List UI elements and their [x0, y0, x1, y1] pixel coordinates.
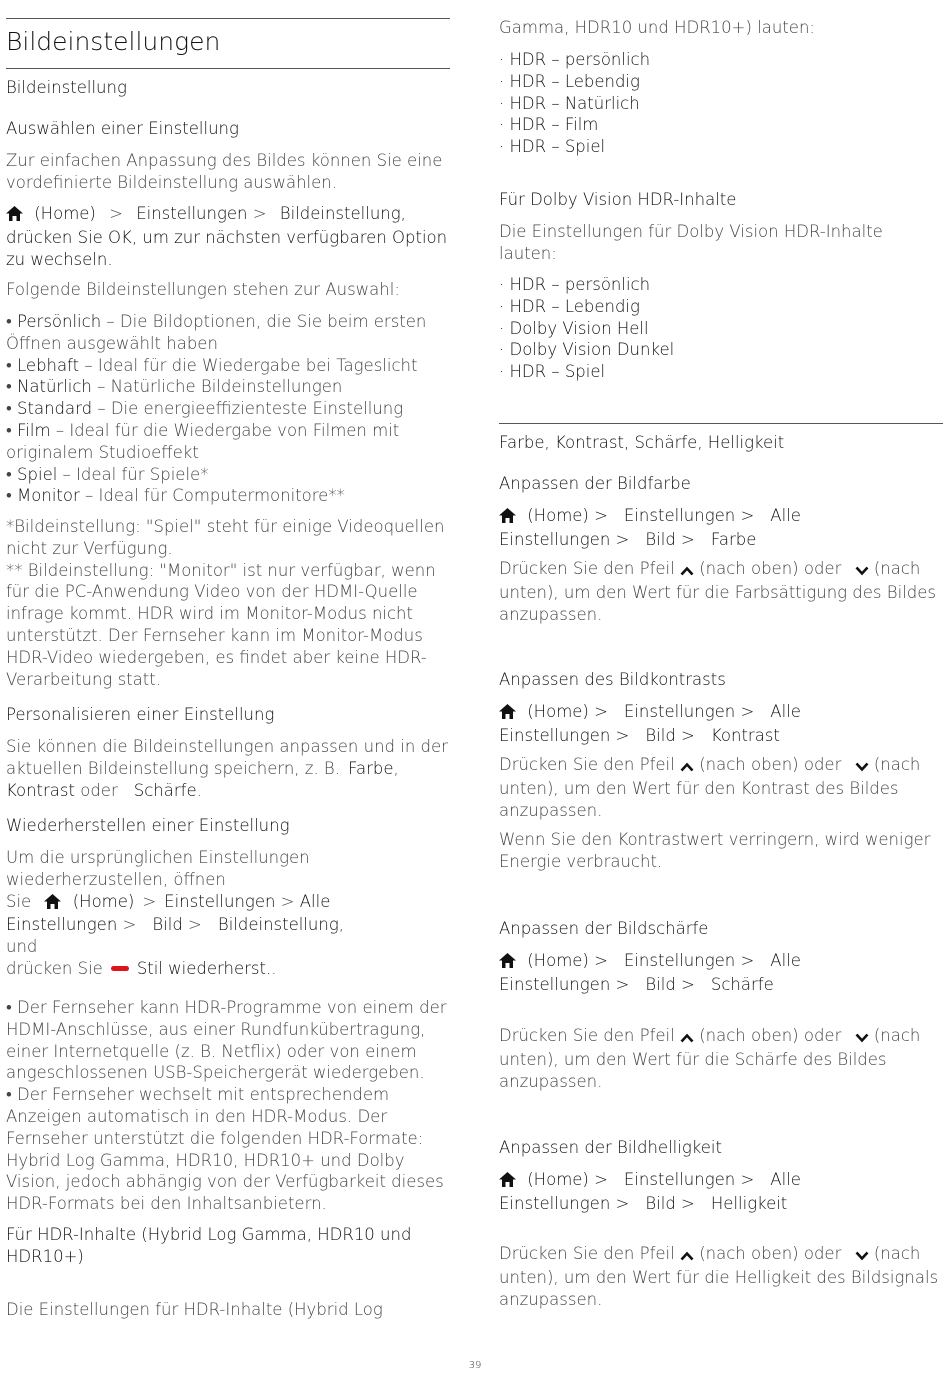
- page-number: 39: [468, 1360, 482, 1371]
- red-key-icon: [111, 966, 129, 971]
- chevron-down-icon: [855, 1245, 869, 1267]
- top-rule: [6, 18, 450, 19]
- chevron-down-icon: [855, 756, 869, 778]
- personalize-kontrast: Kontrast: [6, 780, 75, 800]
- list-item: · HDR – Lebendig: [499, 296, 640, 316]
- select-intro: Zur einfachen Anpassung des Bildes können Sie eine vordefinierte Bildeinstellung auswählen.: [6, 151, 443, 192]
- option-item: • Lebhaft – Ideal für die Wiedergabe bei Tageslicht: [6, 355, 418, 375]
- list-item: · HDR – persönlich: [499, 50, 651, 69]
- press-schaerfe: Drücken Sie den Pfeil (nach oben) oder (nach unten), um den Wert für die Schärfe des Bildes anzupassen.: [499, 1026, 921, 1091]
- option-item: • Persönlich – Die Bildoptionen, die Sie beim ersten Öffnen ausgewählt haben: [6, 312, 427, 353]
- press-helligkeit: Drücken Sie den Pfeil (nach oben) oder (nach unten), um den Wert für die Helligkeit des Bildsignals anzupassen.: [499, 1244, 939, 1309]
- list-item: · HDR – Film: [499, 115, 599, 135]
- nav-path-helligkeit: (Home) > Einstellungen > Alle Einstellungen > Bild > Helligkeit: [499, 1170, 801, 1213]
- press-kontrast: Drücken Sie den Pfeil (nach oben) oder (nach unten), um den Wert für den Kontrast des Bildes anzupassen.: [499, 755, 921, 820]
- home-icon: [44, 893, 61, 915]
- heading-kontrast: Anpassen des Bildkontrasts: [499, 670, 726, 689]
- home-icon: [499, 703, 516, 725]
- nav-home-label: (Home): [34, 204, 96, 223]
- heading-dolby: Für Dolby Vision HDR-Inhalte: [499, 190, 737, 209]
- home-icon: [499, 1171, 516, 1193]
- hdr-info: • Der Fernseher kann HDR-Programme von einem der HDMI-Anschlüsse, aus einer Rundfunkübertragung, einer Internetquelle (z. B. Netflix) oder von einem angeschlossenen USB-Speichergerät wiedergeben. • Der Fernseher wechselt mit entsprechendem Anzeigen automatisch in den HDR-Modus. Der Fernseher unterstützt die folgenden HDR-Formate: Hybrid Log Gamma, HDR10, HDR10+ und Dolby Vision, jedoch abhängig von der Verfügbarkeit dieses HDR-Formats bei den Inhaltsanbietern.: [6, 998, 447, 1214]
- option-item: • Natürlich – Natürliche Bildeinstellungen: [6, 377, 343, 397]
- option-item: • Monitor – Ideal für Computermonitore**: [6, 486, 345, 506]
- nav-einstellungen: Einstellungen: [136, 204, 248, 223]
- home-icon: [499, 952, 516, 974]
- option-item: • Spiel – Ideal für Spiele*: [6, 464, 209, 484]
- section-rule: [499, 423, 943, 424]
- chevron-up-icon: [680, 1245, 694, 1267]
- list-item: · Dolby Vision Hell: [499, 318, 649, 338]
- list-item: · HDR – Spiel: [499, 362, 606, 382]
- personalize-schaerfe: Schärfe: [133, 780, 197, 800]
- options-list: [6, 311, 450, 507]
- kontrast-extra: Wenn Sie den Kontrastwert verringern, wird weniger Energie verbraucht.: [499, 830, 931, 871]
- footnotes: *Bildeinstellung: "Spiel" steht für einige Videoquellen nicht zur Verfügung. ** Bildeinstellung: "Monitor" ist nur verfügbar, wenn für die PC-Anwendung Video von der HDMI-Quelle infrage kommt. HDR wird im Monitor-Modus nicht unterstützt. Der Fernseher kann im Monitor-Modus HDR-Video wiedergeben, es findet aber keine HDR-Verarbeitung statt.: [6, 517, 445, 689]
- nav-separator: >: [252, 204, 267, 223]
- restore-style-button: Stil wiederherst.: [136, 958, 272, 978]
- heading-farbe: Anpassen der Bildfarbe: [499, 474, 691, 493]
- dolby-list: [499, 274, 674, 383]
- heading-helligkeit: Anpassen der Bildhelligkeit: [499, 1138, 722, 1157]
- personalize-text: Sie können die Bildeinstellungen anpassen und in der aktuellen Bildeinstellung speichern, z. B. Farbe,Kontrast oder Schärfe.: [6, 737, 448, 800]
- title-rule: [6, 68, 450, 69]
- nav-separator: >: [109, 204, 123, 223]
- chevron-up-icon: [680, 560, 694, 582]
- chevron-down-icon: [855, 1027, 869, 1049]
- list-item: · HDR – Natürlich: [499, 93, 640, 113]
- home-icon: [499, 507, 516, 529]
- option-item: • Film – Ideal für die Wiedergabe von Filmen mit originalem Studioeffekt: [6, 420, 400, 462]
- nav-path-schaerfe: (Home) > Einstellungen > Alle Einstellungen > Bild > Schärfe: [499, 951, 801, 994]
- nav-path-kontrast: (Home) > Einstellungen > Alle Einstellungen > Bild > Kontrast: [499, 702, 801, 745]
- restore-text: Um die ursprünglichen Einstellungen wiederherzustellen, öffnen Sie (Home) > Einstellungen > Alle Einstellungen > Bild > Bildeinstellung, und drücken Sie Stil wiederherst..: [6, 848, 344, 978]
- list-item: · Dolby Vision Dunkel: [499, 340, 675, 360]
- heading-personalize: Personalisieren einer Einstellung: [6, 705, 275, 724]
- home-icon: [6, 205, 23, 227]
- page-title: Bildeinstellungen: [6, 27, 221, 56]
- section-heading-farbe-kontrast: Farbe, Kontrast, Schärfe, Helligkeit: [499, 433, 785, 452]
- personalize-farbe: Farbe: [347, 758, 394, 778]
- heading-select: Auswählen einer Einstellung: [6, 119, 239, 138]
- hdr-list: [499, 49, 650, 158]
- hdr-settings-end: Gamma, HDR10 und HDR10+) lauten:: [499, 18, 815, 37]
- chevron-up-icon: [680, 756, 694, 778]
- list-item: · HDR – persönlich: [499, 275, 651, 294]
- dolby-text: Die Einstellungen für Dolby Vision HDR-Inhalte lauten:: [499, 222, 883, 263]
- heading-restore: Wiederherstellen einer Einstellung: [6, 816, 290, 835]
- heading-hdr: Für HDR-Inhalte (Hybrid Log Gamma, HDR10 und HDR10+): [6, 1225, 412, 1266]
- section-heading-bildeinstellung: Bildeinstellung: [6, 78, 127, 97]
- nav-path-farbe: (Home) > Einstellungen > Alle Einstellungen > Bild > Farbe: [499, 506, 801, 549]
- nav-rest: drücken Sie OK, um zur nächsten verfügbaren Option zu wechseln.: [6, 227, 448, 269]
- hdr-settings-start: Die Einstellungen für HDR-Inhalte (Hybrid Log: [6, 1300, 383, 1319]
- options-intro: Folgende Bildeinstellungen stehen zur Auswahl:: [6, 280, 400, 299]
- heading-schaerfe: Anpassen der Bildschärfe: [499, 919, 709, 938]
- nav-path-select: [6, 203, 450, 270]
- chevron-down-icon: [855, 560, 869, 582]
- option-item: • Standard – Die energieeffizienteste Einstellung: [6, 399, 404, 419]
- press-farbe: Drücken Sie den Pfeil (nach oben) oder (nach unten), um den Wert für die Farbsättigung des Bildes anzupassen.: [499, 559, 936, 624]
- nav-bildeinstellung: Bildeinstellung,: [279, 204, 406, 223]
- list-item: · HDR – Lebendig: [499, 71, 640, 91]
- chevron-up-icon: [680, 1027, 694, 1049]
- list-item: · HDR – Spiel: [499, 137, 606, 157]
